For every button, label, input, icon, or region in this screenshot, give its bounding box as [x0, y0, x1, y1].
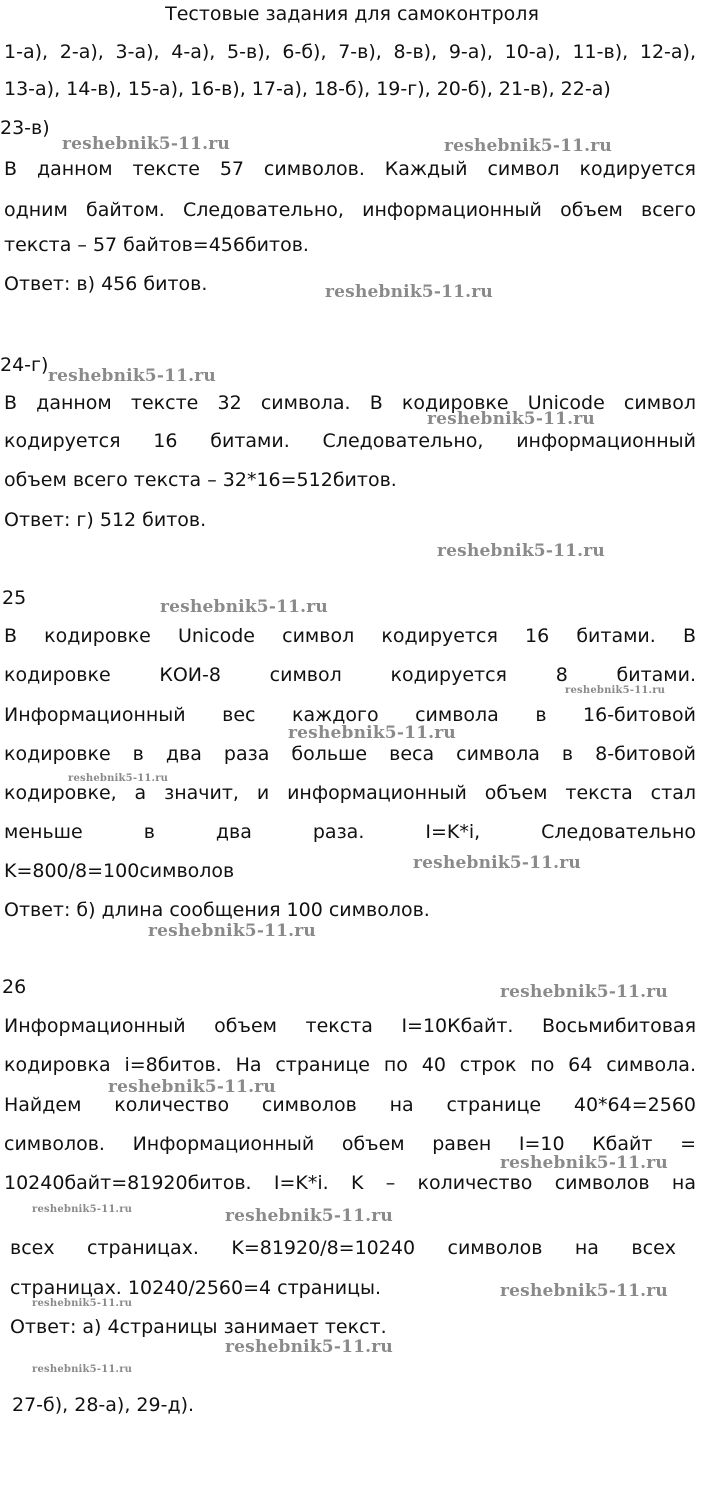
task-26-line-5: 10240байт=81920битов. I=K*i. K – количество символов на [4, 1172, 696, 1194]
task-23-answer: Ответ: в) 456 битов. [4, 273, 208, 295]
watermark: reshebnik5-11.ru [225, 1206, 393, 1226]
task-24-line-1: В данном тексте 32 символа. В кодировке Unicode символ [4, 392, 696, 414]
task-23-line-1: В данном тексте 57 символов. Каждый символ кодируется [4, 158, 696, 180]
task-26-line-3: Найдем количество символов на странице 40*64=2560 [4, 1094, 696, 1116]
task-25-line-7: K=800/8=100символов [4, 860, 235, 882]
watermark: reshebnik5-11.ru [500, 1281, 668, 1301]
watermark: reshebnik5-11.ru [68, 773, 169, 784]
watermark: reshebnik5-11.ru [444, 136, 612, 156]
watermark: reshebnik5-11.ru [500, 982, 668, 1002]
watermark: reshebnik5-11.ru [413, 853, 581, 873]
task-26-answer: Ответ: а) 4страницы занимает текст. [10, 1316, 387, 1338]
task-26-line-1: Информационный объем текста I=10Кбайт. Восьмибитовая [4, 1015, 696, 1037]
watermark: reshebnik5-11.ru [32, 1298, 133, 1309]
watermark: reshebnik5-11.ru [325, 282, 493, 302]
task-24-line-3: объем всего текста – 32*16=512битов. [4, 469, 397, 491]
watermark: reshebnik5-11.ru [32, 1204, 133, 1215]
task-25-line-2: кодировке КОИ-8 символ кодируется 8 битами. [4, 664, 696, 686]
watermark: reshebnik5-11.ru [565, 685, 666, 696]
task-25-line-3: Информационный вес каждого символа в 16-битовой [4, 704, 696, 726]
watermark: reshebnik5-11.ru [225, 1337, 393, 1357]
watermark: reshebnik5-11.ru [48, 366, 216, 386]
watermark: reshebnik5-11.ru [108, 1077, 276, 1097]
watermark: reshebnik5-11.ru [160, 597, 328, 617]
watermark: reshebnik5-11.ru [500, 1153, 668, 1173]
task-25-answer: Ответ: б) длина сообщения 100 символов. [4, 899, 430, 921]
task-26-line-6: всех страницах. K=81920/8=10240 символов на всех [10, 1237, 676, 1259]
task-26-line-7: страницах. 10240/2560=4 страницы. [10, 1277, 382, 1299]
task-23-line-2: одним байтом. Следовательно, информационный объем всего [4, 199, 696, 221]
watermark: reshebnik5-11.ru [427, 409, 595, 429]
watermark: reshebnik5-11.ru [32, 1364, 133, 1375]
watermark: reshebnik5-11.ru [62, 134, 230, 154]
watermark: reshebnik5-11.ru [288, 723, 456, 743]
task-25-line-1: В кодировке Unicode символ кодируется 16 битами. В [4, 625, 696, 647]
task-26-line-2: кодировка i=8битов. На странице по 40 строк по 64 символа. [4, 1054, 696, 1076]
task-26-line-4: символов. Информационный объем равен I=10 Кбайт = [4, 1133, 696, 1155]
task-25-line-6: меньше в два раза. I=K*i, Следовательно [4, 821, 696, 843]
final-answers: 27-б), 28-а), 29-д). [12, 1394, 195, 1416]
task-24-answer: Ответ: г) 512 битов. [4, 509, 207, 531]
task-25-line-5: кодировке, а значит, и информационный объем текста стал [4, 782, 696, 804]
answers-line-2: 13-а), 14-в), 15-а), 16-в), 17-а), 18-б), 19-г), 20-б), 21-в), 22-а) [4, 78, 611, 100]
page-title: Тестовые задания для самоконтроля [165, 3, 539, 25]
task-26-label: 26 [2, 976, 27, 998]
task-24-line-2: кодируется 16 битами. Следовательно, информационный [4, 430, 696, 452]
answers-line-1: 1-а), 2-а), 3-а), 4-а), 5-в), 6-б), 7-в), 8-в), 9-а), 10-а), 11-в), 12-а), [4, 41, 696, 63]
task-23-line-3: текста – 57 байтов=456битов. [4, 234, 309, 256]
watermark: reshebnik5-11.ru [437, 541, 605, 561]
task-23-label: 23-в) [0, 117, 50, 139]
task-24-label: 24-г) [0, 354, 49, 376]
watermark: reshebnik5-11.ru [148, 921, 316, 941]
task-25-label: 25 [2, 587, 27, 609]
task-25-line-4: кодировке в два раза больше веса символа в 8-битовой [4, 743, 696, 765]
